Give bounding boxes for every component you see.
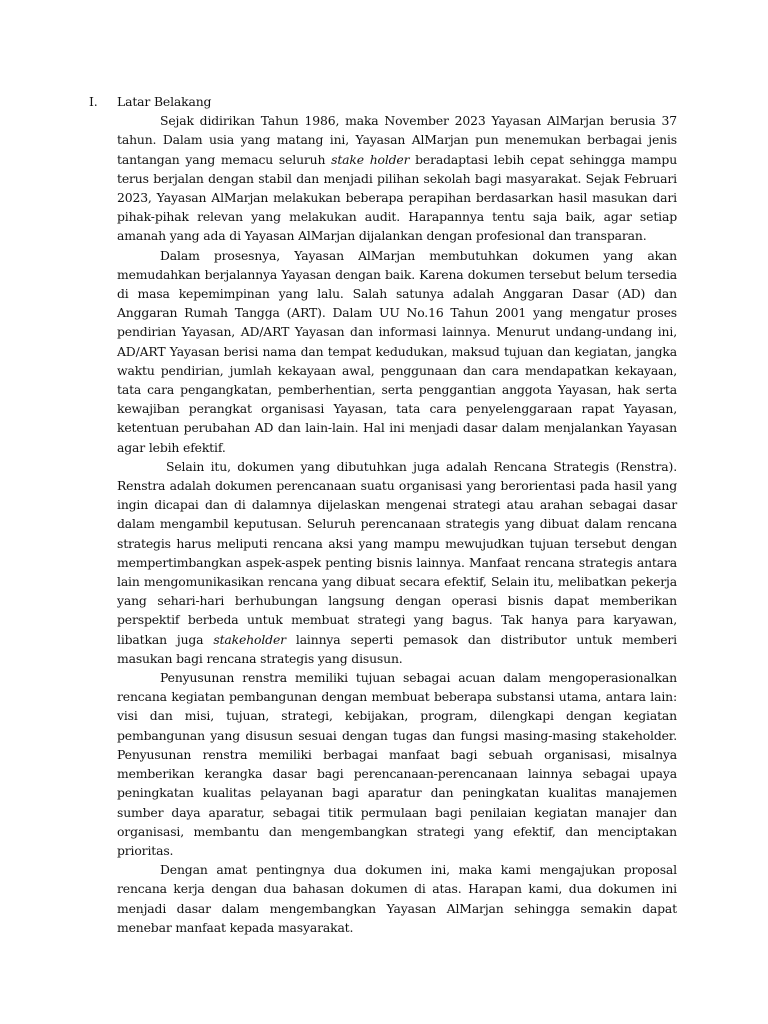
paragraph-text: Sejak didirikan Tahun 1986, maka November 2023 Yayasan AlMarjan berusia 37 tahun. Dalam usia yang matang ini, Yayasan AlMarjan pun menemukan berbagai jenis tantangan yang memacu seluruh	[117, 113, 677, 167]
paragraph	[117, 246, 677, 457]
paragraph-text: lainnya seperti pemasok dan distributor untuk memberi masukan bagi rencana strategis yang disusun.	[117, 631, 677, 666]
paragraph-text: Selain itu, dokumen yang dibutuhkan juga adalah Rencana Strategis (Renstra). Renstra adalah dokumen perencanaan suatu organisasi yang berorientasi pada hasil yang ingin dicapai dan di dalamnya dijelaskan mengenai strategi atau arahan sebagai dasar dalam mengambil keputusan. Seluruh perencanaan strategis yang dibuat dalam rencana strategis harus meliputi rencana aksi yang mampu mewujudkan tujuan tersebut dengan mempertimbangkan aspek-aspek penting bisnis lainnya. Manfaat rencana strategis antara lain mengomunikasikan rencana yang dibuat secara efektif, Selain itu, melibatkan pekerja yang sehari-hari berhubungan langsung dengan operasi bisnis dapat memberikan perspektif berbeda untuk membuat strategi yang bagus. Tak hanya para karyawan, libatkan juga	[117, 458, 677, 647]
section-heading	[89, 92, 677, 111]
paragraph	[117, 457, 677, 668]
paragraph	[117, 668, 677, 860]
paragraph-text: Penyusunan renstra memiliki tujuan sebagai acuan dalam mengoperasionalkan rencana kegiatan pembangunan dengan membuat beberapa substansi utama, antara lain: visi dan misi, tujuan, strategi, kebijakan, program, dilengkapi dengan kegiatan pembangunan yang disusun sesuai dengan tugas dan fungsi masing-masing stakeholder. Penyusunan renstra memiliki berbagai manfaat bagi sebuah organisasi, misalnya memberikan kerangka dasar bagi perencanaan-perencanaan lainnya sebagai upaya peningkatan kualitas pelayanan bagi aparatur dan peningkatan kualitas manajemen sumber daya aparatur, sebagai titik permulaan bagi penilaian kegiatan manajer dan organisasi, membantu dan mengembangkan strategi yang efektif, dan menciptakan prioritas.	[117, 670, 677, 858]
section-number: I.	[89, 94, 98, 109]
section-title: Latar Belakang	[117, 94, 212, 109]
paragraph-text: Dengan amat pentingnya dua dokumen ini, maka kami mengajukan proposal rencana kerja dengan dua bahasan dokumen di atas. Harapan kami, dua dokumen ini menjadi dasar dalam mengembangkan Yayasan AlMarjan sehingga semakin dapat menebar manfaat kepada masyarakat.	[117, 862, 677, 935]
paragraph-italic-text: stakeholder	[213, 631, 286, 647]
paragraph-italic-text: stake holder	[331, 151, 410, 167]
document-body	[89, 92, 678, 937]
paragraph-text: Dalam prosesnya, Yayasan AlMarjan membutuhkan dokumen yang akan memudahkan berjalannya Yayasan dengan baik. Karena dokumen tersebut belum tersedia di masa kepemimpinan yang lalu. Salah satunya adalah Anggaran Dasar (AD) dan Anggaran Rumah Tangga (ART). Dalam UU No.16 Tahun 2001 yang mengatur proses pendirian Yayasan, AD/ART Yayasan dan informasi lainnya. Menurut undang-undang ini, AD/ART Yayasan berisi nama dan tempat kedudukan, maksud tujuan dan kegiatan, jangka waktu pendirian, jumlah kekayaan awal, penggunaan dan cara mendapatkan kekayaan, tata cara pengangkatan, pemberhentian, serta penggantian anggota Yayasan, hak serta kewajiban perangkat organisasi Yayasan, tata cara penyelenggaraan rapat Yayasan, ketentuan perubahan AD dan lain-lain. Hal ini menjadi dasar dalam menjalankan Yayasan agar lebih efektif.	[117, 247, 677, 455]
paragraph-text: beradaptasi lebih cepat sehingga mampu terus berjalan dengan stabil dan menjadi pilihan sekolah bagi masyarakat. Sejak Februari 2023, Yayasan AlMarjan melakukan beberapa perapihan berdasarkan hasil masukan dari pihak-pihak relevan yang melakukan audit. Harapannya tentu saja baik, agar setiap amanah yang ada di Yayasan AlMarjan dijalankan dengan profesional dan transparan.	[117, 151, 678, 244]
paragraph	[117, 860, 677, 937]
paragraph	[117, 111, 677, 245]
